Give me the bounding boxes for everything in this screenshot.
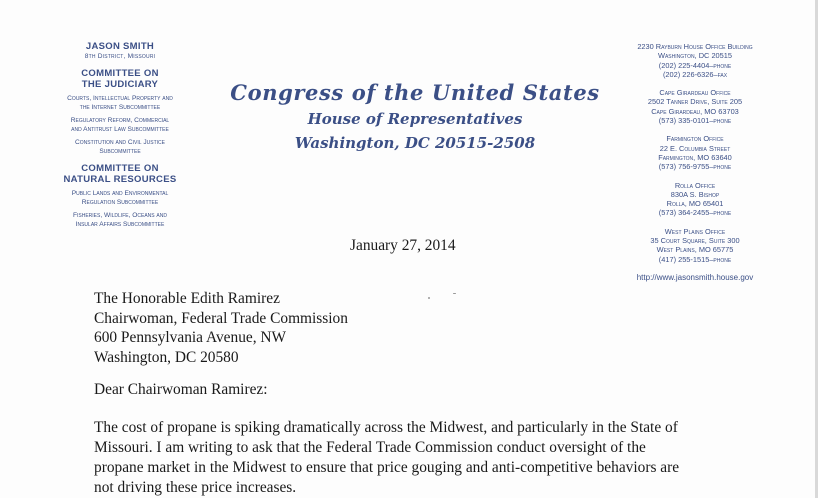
committee-name-line1: COMMITTEE ON: [81, 163, 159, 174]
office-line: West Plains Office: [664, 226, 726, 236]
office-line: (573) 756-9755–phone: [658, 162, 732, 172]
subcommittee-line: Insular Affairs Subcommittee: [75, 221, 165, 228]
office-block-rolla: [610, 181, 780, 218]
office-line: West Plains, MO 65775: [656, 245, 734, 255]
committee-judiciary: [50, 68, 190, 156]
office-line: Farmington, MO 63640: [658, 152, 732, 162]
subcommittee-line: Regulatory Reform, Commercial: [70, 117, 170, 124]
paragraph-line: not driving these price increases.: [94, 479, 297, 496]
paragraph-line: Missouri. I am writing to ask that the Federal Trade Commission conduct oversight of the: [94, 439, 646, 456]
recipient-line: The Honorable Edith Ramirez: [94, 290, 280, 307]
subcommittee-line: Fisheries, Wildlife, Oceans and: [72, 212, 167, 219]
office-line: Washington, DC 20515: [658, 51, 732, 61]
letterhead-title-block: [230, 80, 600, 154]
recipient-line: Washington, DC 20580: [94, 348, 239, 366]
office-line: (202) 226-6326–fax: [662, 69, 728, 79]
recipient-address: [94, 289, 348, 367]
subcommittee-line: Courts, Intellectual Property and: [67, 95, 173, 102]
city-zip: Washington, DC 20515-2508: [294, 134, 536, 152]
member-name: JASON SMITH: [85, 41, 155, 52]
website-url: http://www.jasonsmith.house.gov: [636, 272, 754, 282]
scan-speck: [428, 297, 430, 299]
office-block-cape-girardeau: [610, 88, 780, 125]
office-line: Cape Girardeau, MO 63703: [651, 106, 739, 116]
body-paragraph: [94, 418, 794, 498]
letter-date: January 27, 2014: [350, 237, 456, 254]
office-line: 35 Court Square, Suite 300: [650, 236, 740, 246]
paragraph-line: The cost of propane is spiking dramatically across the Midwest, and particularly in the State of: [94, 419, 678, 436]
scan-speck: [453, 293, 456, 294]
congress-title: Congress of the United States: [230, 80, 600, 105]
committee-name-line2: THE JUDICIARY: [81, 79, 159, 90]
office-line: (202) 225-4404–phone: [658, 60, 732, 70]
committee-natural-resources: [50, 163, 190, 229]
subcommittee-line: and Antitrust Law Subcommittee: [71, 126, 169, 133]
office-line: Cape Girardeau Office: [659, 88, 731, 98]
salutation: Dear Chairwoman Ramirez:: [94, 381, 268, 398]
office-line: 2230 Rayburn House Office Building: [637, 42, 753, 51]
office-line: Rolla Office: [674, 180, 716, 190]
letterhead-offices-column: [610, 42, 780, 282]
subcommittee-line: the Internet Subcommittee: [79, 104, 161, 111]
committee-name-line2: NATURAL RESOURCES: [63, 174, 177, 185]
subcommittee-line: Regulation Subcommittee: [81, 199, 159, 206]
office-block-dc: [610, 42, 780, 79]
office-line: Farmington Office: [666, 134, 724, 144]
office-block-farmington: [610, 134, 780, 171]
committee-name-line1: COMMITTEE ON: [81, 68, 159, 79]
recipient-line: 600 Pennsylvania Avenue, NW: [94, 329, 287, 346]
letterhead-left-column: [50, 41, 190, 229]
office-line: Rolla, MO 65401: [666, 199, 724, 209]
paragraph-line: propane market in the Midwest to ensure that price gouging and anti-competitive behaviors are: [94, 459, 680, 476]
office-line: (573) 364-2455–phone: [658, 208, 732, 218]
district: 8th District, Missouri: [84, 53, 156, 60]
subcommittee-line: Public Lands and Environmental: [71, 190, 169, 197]
subcommittee-line: Constitution and Civil Justice: [75, 139, 165, 146]
house-title: House of Representatives: [307, 110, 523, 128]
office-line: 22 E. Columbia Street: [659, 143, 731, 153]
office-block-west-plains: [610, 227, 780, 264]
recipient-line: Chairwoman, Federal Trade Commission: [94, 309, 348, 327]
office-line: (573) 335-0101–phone: [658, 116, 732, 126]
office-line: 830A S. Bishop: [670, 189, 720, 199]
office-line: 2502 Tanner Drive, Suite 205: [647, 97, 743, 107]
subcommittee-line: Subcommittee: [99, 148, 141, 155]
office-line: (417) 255-1515–phone: [658, 254, 732, 264]
